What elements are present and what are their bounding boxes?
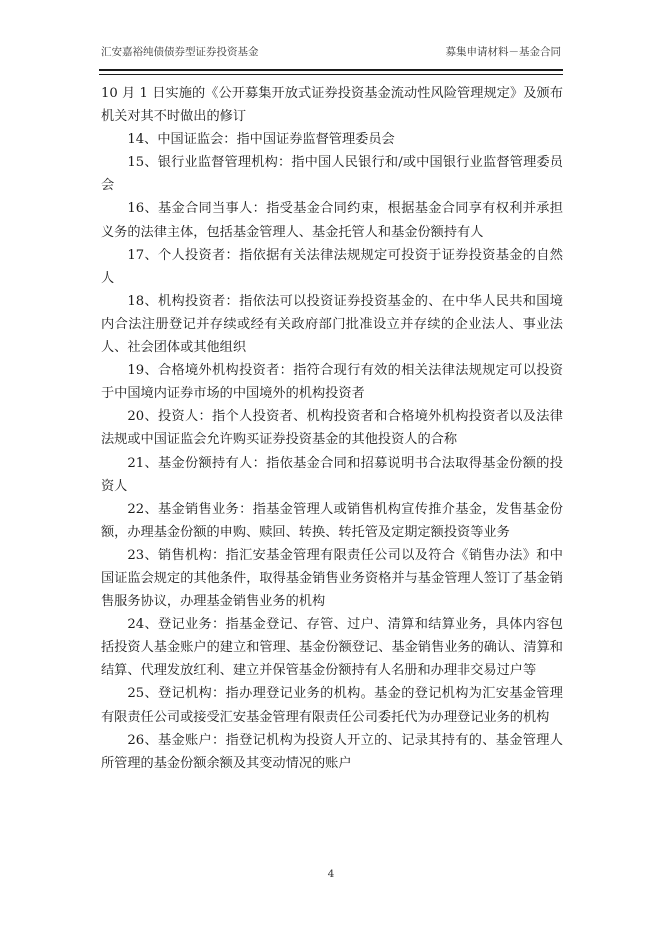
definition-25: 25、登记机构：指办理登记业务的机构。基金的登记机构为汇安基金管理有限责任公司或接受汇安基金管理有限责任公司委托代为办理登记业务的机构	[101, 686, 563, 725]
definition-21: 21、基金份额持有人：指依基金合同和招募说明书合法取得基金份额的投资人	[101, 455, 563, 494]
document-type-header: 募集申请材料－基金合同	[445, 46, 561, 58]
document-body	[101, 82, 563, 775]
definition-19: 19、合格境外机构投资者：指符合现行有效的相关法律法规规定可以投资于中国境内证券市场的中国境外的机构投资者	[101, 363, 563, 402]
definition-23: 23、销售机构：指汇安基金管理有限责任公司以及符合《销售办法》和中国证监会规定的其他条件，取得基金销售业务资格并与基金管理人签订了基金销售服务协议，办理基金销售业务的机构	[101, 547, 563, 610]
header-rule-thick	[99, 69, 563, 71]
page-number: 4	[327, 868, 335, 880]
fund-name-header: 汇安嘉裕纯债债券型证券投资基金	[101, 46, 259, 58]
page-header	[101, 44, 561, 62]
definition-15: 15、银行业监督管理机构：指中国人民银行和/或中国银行业监督管理委员会	[101, 155, 563, 194]
definition-14: 14、中国证监会：指中国证券监督管理委员会	[127, 132, 395, 148]
definition-22: 22、基金销售业务：指基金管理人或销售机构宣传推介基金，发售基金份额，办理基金份额的申购、赎回、转换、转托管及定期定额投资等业务	[101, 501, 563, 540]
definition-16: 16、基金合同当事人：指受基金合同约束，根据基金合同享有权利并承担义务的法律主体，包括基金管理人、基金托管人和基金份额持有人	[101, 201, 563, 240]
header-rule-thin	[99, 74, 563, 75]
definition-18: 18、机构投资者：指依法可以投资证券投资基金的、在中华人民共和国境内合法注册登记并存续或经有关政府部门批准设立并存续的企业法人、事业法人、社会团体或其他组织	[101, 293, 563, 356]
definition-17: 17、个人投资者：指依据有关法律法规规定可投资于证券投资基金的自然人	[101, 247, 563, 286]
definition-26: 26、基金账户：指登记机构为投资人开立的、记录其持有的、基金管理人所管理的基金份额余额及其变动情况的账户	[101, 732, 563, 771]
definition-24: 24、登记业务：指基金登记、存管、过户、清算和结算业务，具体内容包括投资人基金账户的建立和管理、基金份额登记、基金销售业务的确认、清算和结算、代理发放红利、建立并保管基金份额持有人名册和办理非交易过户等	[101, 617, 563, 679]
definition-20: 20、投资人：指个人投资者、机构投资者和合格境外机构投资者以及法律法规或中国证监会允许购买证券投资基金的其他投资人的合称	[101, 409, 563, 448]
paragraph-continuation: 10 月 1 日实施的《公开募集开放式证券投资基金流动性风险管理规定》及颁布机关对其不时做出的修订	[101, 86, 563, 125]
